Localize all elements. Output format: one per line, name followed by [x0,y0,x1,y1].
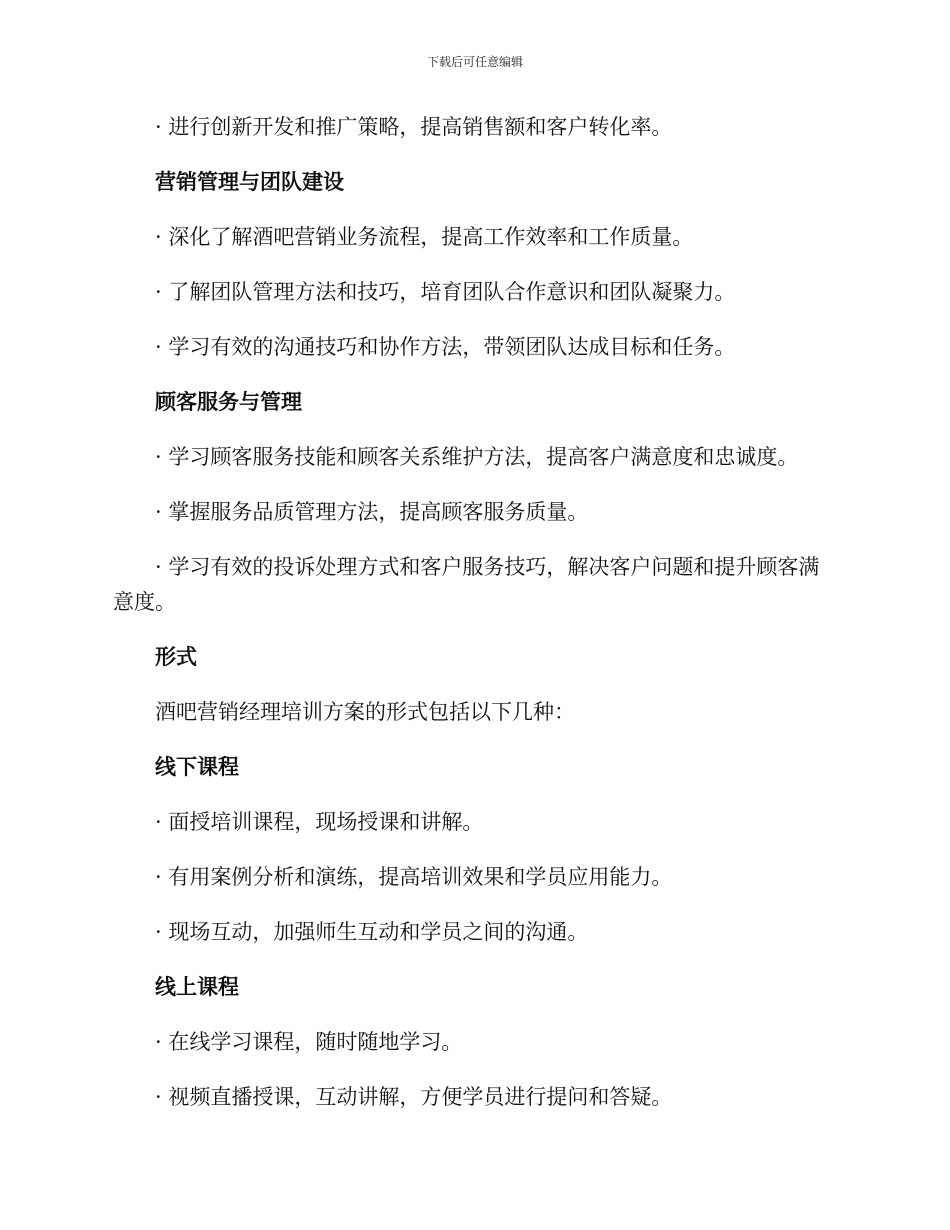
bullet-item: · 现场互动，加强师生互动和学员之间的沟通。 [155,920,589,944]
bullet-item: · 有用案例分析和演练，提高培训效果和学员应用能力。 [155,865,673,889]
body-paragraph: 酒吧营销经理培训方案的形式包括以下几种： [155,700,575,724]
section-heading: 顾客服务与管理 [155,390,302,414]
section-heading: 营销管理与团队建设 [155,170,344,194]
section-heading: 形式 [155,645,197,669]
bullet-item: · 学习有效的投诉处理方式和客户服务技巧，解决客户问题和提升顾客满意度。 [113,555,820,614]
bullet-item: · 深化了解酒吧营销业务流程，提高工作效率和工作质量。 [155,225,694,249]
bullet-item: · 视频直播授课，互动讲解，方便学员进行提问和答疑。 [155,1085,673,1109]
section-heading: 线上课程 [155,975,239,999]
page-header: 下载后可任意编辑 [426,55,523,69]
bullet-item: · 在线学习课程，随时随地学习。 [155,1030,463,1054]
bullet-item: · 进行创新开发和推广策略，提高销售额和客户转化率。 [155,115,673,139]
section-heading: 线下课程 [155,755,239,779]
bullet-item: · 了解团队管理方法和技巧，培育团队合作意识和团队凝聚力。 [155,280,736,304]
bullet-item: · 掌握服务品质管理方法，提高顾客服务质量。 [155,500,589,524]
document-body [113,110,828,1135]
bullet-item: · 学习顾客服务技能和顾客关系维护方法，提高客户满意度和忠诚度。 [155,445,799,469]
bullet-item: · 面授培训课程，现场授课和讲解。 [155,810,484,834]
bullet-item: · 学习有效的沟通技巧和协作方法，带领团队达成目标和任务。 [155,335,736,359]
